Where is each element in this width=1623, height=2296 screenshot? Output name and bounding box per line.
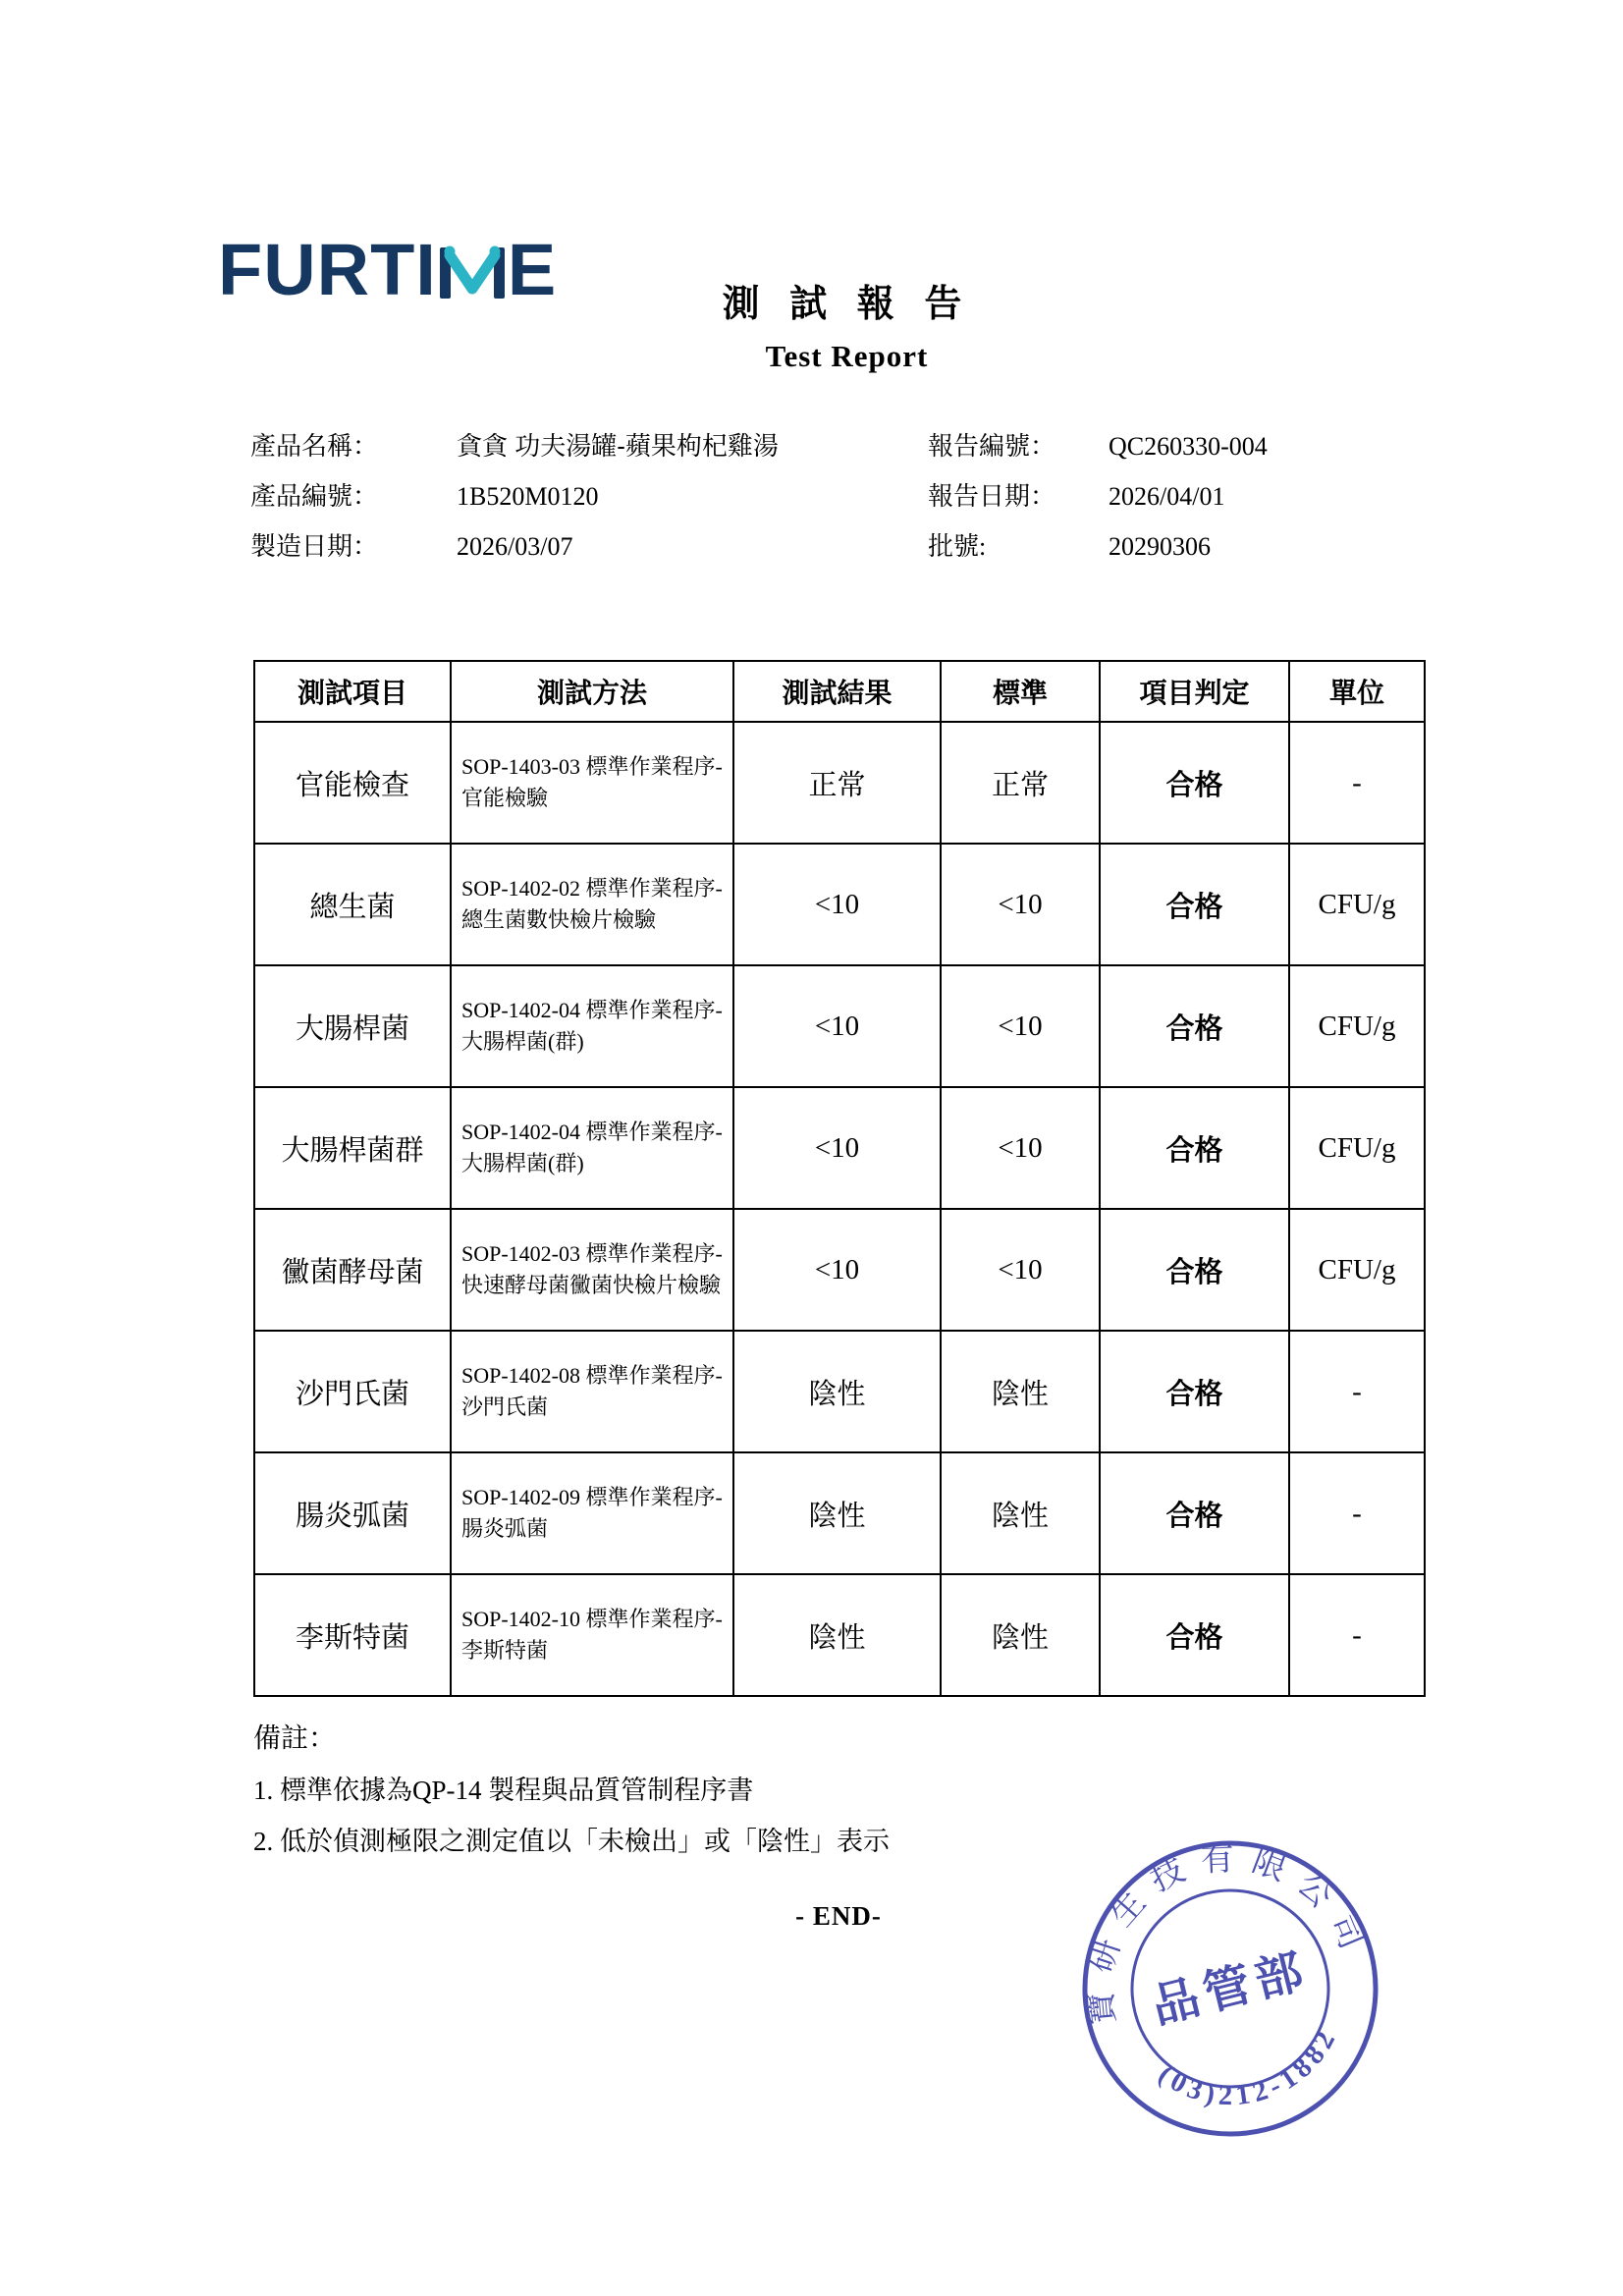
- info-label: 產品編號：: [250, 481, 379, 511]
- stamp-dept-text: 品管部: [1147, 1944, 1315, 2034]
- cell-item: 大腸桿菌群: [254, 1087, 451, 1209]
- table-row: [254, 965, 1425, 1087]
- logo-text-end: E: [507, 229, 558, 310]
- product-info-left: [250, 430, 928, 579]
- cell-unit: -: [1289, 1574, 1425, 1696]
- cell-judgment: 合格: [1100, 1452, 1289, 1574]
- table-header-row: [254, 661, 1425, 722]
- product-info: [250, 430, 1438, 579]
- cell-judgment: 合格: [1100, 844, 1289, 965]
- cell-unit: -: [1289, 722, 1425, 844]
- cell-standard: <10: [941, 1209, 1100, 1331]
- cell-result: <10: [733, 1209, 941, 1331]
- cell-method: SOP-1402-08 標準作業程序-沙門氏菌: [451, 1331, 733, 1452]
- cell-result: 陰性: [733, 1331, 941, 1452]
- stamp-phone-text: (03)212-1882: [1152, 2022, 1344, 2112]
- cell-result: 正常: [733, 722, 941, 844]
- cell-item: 李斯特菌: [254, 1574, 451, 1696]
- info-label: 報告日期：: [928, 481, 1056, 511]
- stamp-company-text: 寶研生技有限公司: [1080, 1839, 1377, 2027]
- cell-judgment: 合格: [1100, 1574, 1289, 1696]
- cell-standard: <10: [941, 965, 1100, 1087]
- cell-standard: 陰性: [941, 1452, 1100, 1574]
- end-marker: - END-: [795, 1901, 882, 1931]
- cell-method: SOP-1402-09 標準作業程序-腸炎弧菌: [451, 1452, 733, 1574]
- table-row: [254, 722, 1425, 844]
- column-header-method: 測試方法: [451, 661, 733, 722]
- cell-item: 官能檢查: [254, 722, 451, 844]
- info-value: 貪貪 功夫湯罐-蘋果枸杞雞湯: [457, 431, 779, 461]
- info-label: 批號:: [928, 531, 987, 561]
- table-row: [254, 1087, 1425, 1209]
- table-row: [254, 1452, 1425, 1574]
- cell-result: <10: [733, 1087, 941, 1209]
- cell-method: SOP-1402-04 標準作業程序-大腸桿菌(群): [451, 965, 733, 1087]
- info-value: QC260330-004: [1109, 432, 1268, 461]
- info-row-report-no: [928, 430, 1438, 464]
- column-header-item: 測試項目: [254, 661, 451, 722]
- column-header-result: 測試結果: [733, 661, 941, 722]
- info-value: 1B520M0120: [457, 481, 599, 511]
- info-row-product-name: [250, 430, 928, 464]
- column-header-unit: 單位: [1289, 661, 1425, 722]
- cell-standard: <10: [941, 1087, 1100, 1209]
- info-label: 報告編號：: [928, 432, 1056, 461]
- cell-result: 陰性: [733, 1574, 941, 1696]
- cell-standard: 正常: [941, 722, 1100, 844]
- note-line: 1. 標準依據為QP-14 製程與品質管制程序書: [253, 1776, 754, 1805]
- cell-judgment: 合格: [1100, 1331, 1289, 1452]
- cell-unit: CFU/g: [1289, 1209, 1425, 1331]
- cell-unit: CFU/g: [1289, 844, 1425, 965]
- cell-unit: -: [1289, 1331, 1425, 1452]
- cell-unit: -: [1289, 1452, 1425, 1574]
- info-row-mfg-date: [250, 530, 928, 564]
- notes-title: 備註：: [253, 1722, 337, 1753]
- info-row-batch-no: [928, 530, 1438, 564]
- info-value: 2026/03/07: [457, 531, 573, 561]
- results-table: [253, 660, 1426, 1697]
- info-label: 製造日期：: [250, 531, 379, 561]
- table-row: [254, 1331, 1425, 1452]
- cell-method: SOP-1403-03 標準作業程序-官能檢驗: [451, 722, 733, 844]
- table-row: [254, 1209, 1425, 1331]
- logo-text-start: FURTI: [218, 229, 437, 310]
- cell-method: SOP-1402-02 標準作業程序-總生菌數快檢片檢驗: [451, 844, 733, 965]
- column-header-standard: 標準: [941, 661, 1100, 722]
- results-table-body: [254, 722, 1425, 1696]
- report-body: [253, 660, 1424, 1932]
- cell-method: SOP-1402-03 標準作業程序-快速酵母菌黴菌快檢片檢驗: [451, 1209, 733, 1331]
- cell-item: 大腸桿菌: [254, 965, 451, 1087]
- note-line: 2. 低於偵測極限之測定值以「未檢出」或「陰性」表示: [253, 1827, 890, 1856]
- cell-judgment: 合格: [1100, 1087, 1289, 1209]
- cell-result: <10: [733, 844, 941, 965]
- table-row: [254, 1574, 1425, 1696]
- cell-standard: <10: [941, 844, 1100, 965]
- report-header: [0, 273, 1623, 374]
- info-row-product-code: [250, 480, 928, 514]
- cell-item: 黴菌酵母菌: [254, 1209, 451, 1331]
- report-title-en: Test Report: [765, 339, 929, 373]
- cell-judgment: 合格: [1100, 965, 1289, 1087]
- info-label: 產品名稱：: [250, 432, 379, 461]
- info-value: 2026/04/01: [1109, 481, 1225, 511]
- cell-method: SOP-1402-10 標準作業程序-李斯特菌: [451, 1574, 733, 1696]
- column-header-judgment: 項目判定: [1100, 661, 1289, 722]
- cell-unit: CFU/g: [1289, 965, 1425, 1087]
- cell-method: SOP-1402-04 標準作業程序-大腸桿菌(群): [451, 1087, 733, 1209]
- cell-item: 總生菌: [254, 844, 451, 965]
- cell-item: 沙門氏菌: [254, 1331, 451, 1452]
- info-value: 20290306: [1109, 531, 1211, 561]
- cell-result: <10: [733, 965, 941, 1087]
- cell-judgment: 合格: [1100, 1209, 1289, 1331]
- cell-standard: 陰性: [941, 1574, 1100, 1696]
- cell-result: 陰性: [733, 1452, 941, 1574]
- report-title-zh: 測 試 報 告: [722, 284, 972, 325]
- cell-unit: CFU/g: [1289, 1087, 1425, 1209]
- cell-item: 腸炎弧菌: [254, 1452, 451, 1574]
- info-row-report-date: [928, 480, 1438, 514]
- product-info-right: [928, 430, 1438, 579]
- table-row: [254, 844, 1425, 965]
- cell-judgment: 合格: [1100, 722, 1289, 844]
- cell-standard: 陰性: [941, 1331, 1100, 1452]
